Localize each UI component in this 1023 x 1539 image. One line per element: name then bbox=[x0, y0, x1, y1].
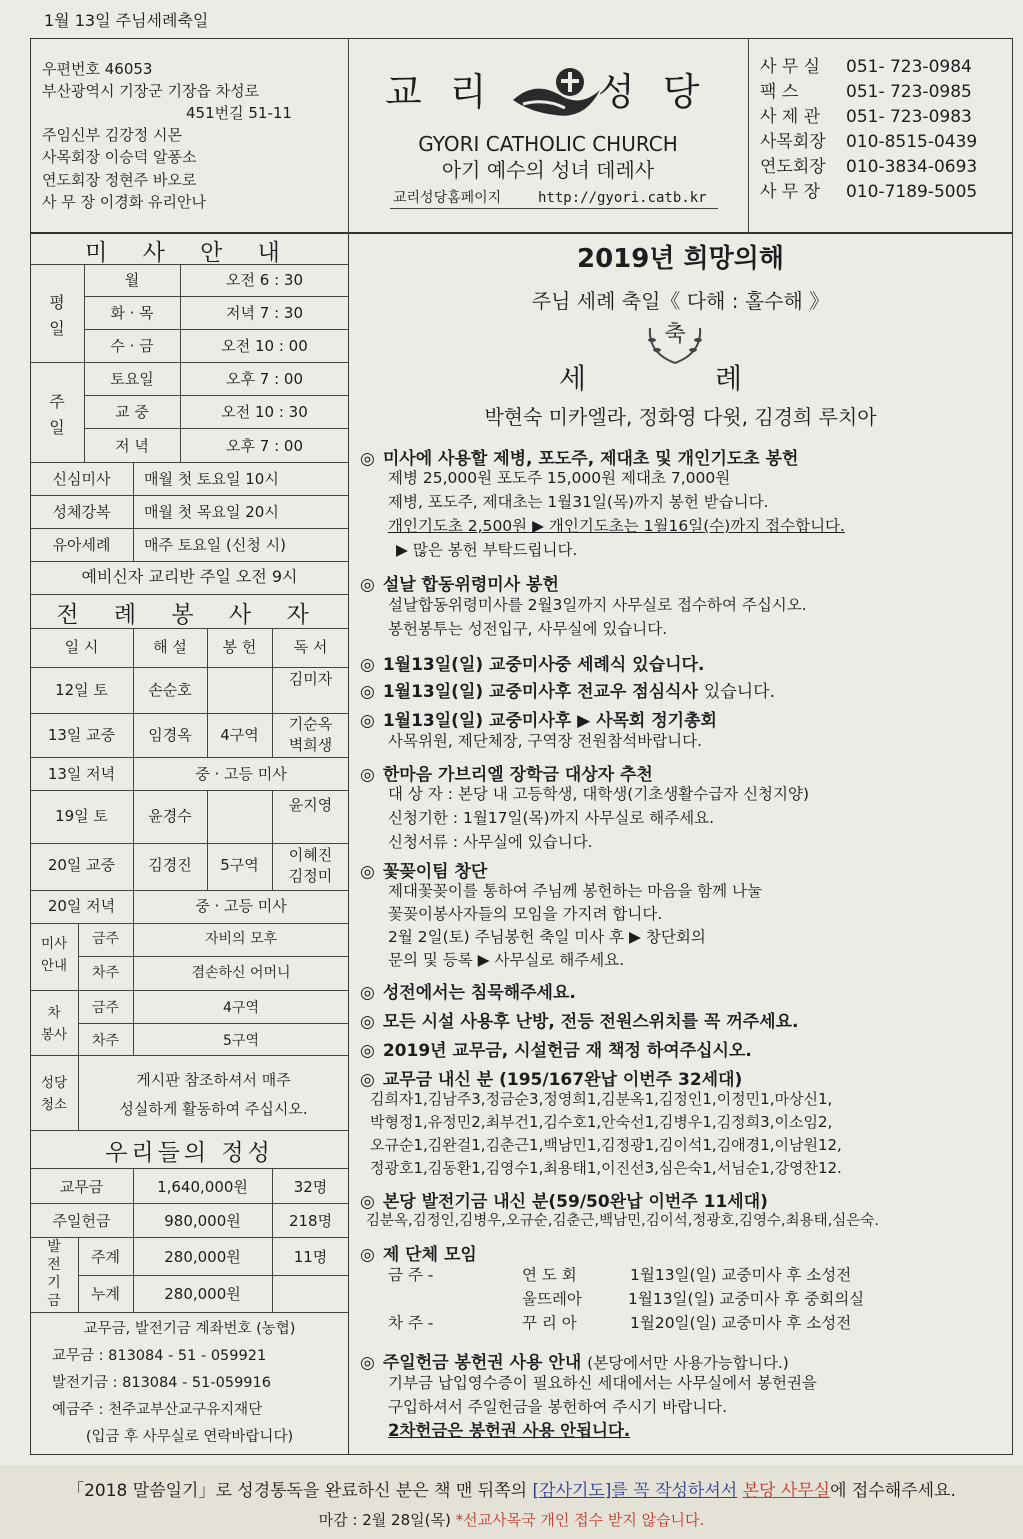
contact-label: 팩 스 bbox=[760, 82, 799, 102]
group-when: 1월13일(일) 교중미사 후 소성전 bbox=[630, 1266, 852, 1284]
minister-commentary: 임경옥 bbox=[148, 726, 192, 744]
notice-title: ◎ 1월13일(일) 교중미사후 ▶ 사목회 정기총회 bbox=[360, 711, 717, 731]
notice-title: ◎ 한마음 가브리엘 장학금 대상자 추천 bbox=[360, 765, 653, 785]
minister-reading: 기순옥 bbox=[288, 715, 333, 733]
notice-text: 대 상 자 : 본당 내 고등학생, 대학생(기초생활수급자 신청지양) bbox=[388, 785, 810, 803]
bullet-icon: ◎ bbox=[360, 575, 375, 595]
minister-date: 20일 교중 bbox=[47, 856, 116, 874]
offering-amount: 980,000원 bbox=[164, 1212, 241, 1230]
mass-day: 화 · 목 bbox=[110, 304, 154, 322]
minister-date: 13일 저녁 bbox=[47, 765, 116, 783]
bullet-icon: ◎ bbox=[360, 862, 375, 882]
minister-span: 중 · 고등 미사 bbox=[195, 765, 287, 783]
bullet-icon: ◎ bbox=[360, 1353, 375, 1373]
guide-car-this: 4구역 bbox=[223, 1000, 259, 1016]
minister-reading: 벽희생 bbox=[288, 736, 333, 754]
church-name-right: 성 당 bbox=[598, 70, 708, 114]
funeral-president: 연도회장 정현주 바오로 bbox=[42, 171, 197, 189]
guide-car-next: 5구역 bbox=[223, 1033, 259, 1049]
baptism-title: 세 례 bbox=[559, 362, 802, 395]
group-name: 연 도 회 bbox=[522, 1266, 577, 1284]
mass-time: 저녁 7 : 30 bbox=[226, 304, 303, 322]
header-date: 1월 13일 주님세례축일 bbox=[44, 11, 209, 30]
offering-name: 교무금 bbox=[59, 1178, 104, 1196]
group-when: 1월13일(일) 교중미사 후 중회의실 bbox=[628, 1290, 865, 1308]
special-mass-name: 성체강복 bbox=[52, 503, 111, 521]
contact-label: 사 무 실 bbox=[760, 57, 821, 77]
guide-mass-this: 자비의 모후 bbox=[204, 931, 278, 947]
notice-title: ◎ 미사에 사용할 제병, 포도주, 제대초 및 개인기도초 봉헌 bbox=[360, 449, 799, 469]
office-manager: 사 무 장 이경화 유리안나 bbox=[42, 193, 206, 211]
notice-text: 신청서류 : 사무실에 있습니다. bbox=[388, 833, 593, 851]
sunday-label: 주 일 bbox=[49, 392, 65, 437]
offering-title: 우리들의 정성 bbox=[105, 1140, 274, 1166]
notice-text: 꽃꽂이봉사자들의 모임을 가지려 합니다. bbox=[388, 905, 663, 923]
bullet-icon: ◎ bbox=[360, 1245, 375, 1265]
guide-clean-text: 게시판 참조하셔서 매주 bbox=[136, 1071, 291, 1089]
footer-notice: 「2018 말씀일기」로 성경통독을 완료하신 분은 책 맨 뒤쪽의 [감사기도]를 꼭 작성하셔서 본당 사무실에 접수해주세요. bbox=[67, 1481, 956, 1501]
special-mass-time: 매월 첫 토요일 10시 bbox=[144, 470, 279, 488]
contact-phone: 051- 723-0983 bbox=[846, 107, 972, 127]
bullet-icon: ◎ bbox=[360, 682, 375, 702]
bullet-icon: ◎ bbox=[360, 1041, 375, 1061]
notice-title: ◎ 1월13일(일) 교중미사중 세례식 있습니다. bbox=[360, 655, 705, 675]
homepage-label: 교리성당홈페이지 bbox=[393, 190, 502, 206]
group-name: 꾸 리 아 bbox=[522, 1314, 577, 1332]
church-logo-icon bbox=[505, 60, 605, 130]
special-mass-name: 유아세례 bbox=[52, 536, 111, 554]
baptized-names: 박현숙 미카엘라, 정화영 다윗, 김경희 루치아 bbox=[484, 405, 877, 429]
minister-span: 중 · 고등 미사 bbox=[195, 897, 287, 915]
minister-date: 20일 저녁 bbox=[47, 897, 116, 915]
offering-count: 32명 bbox=[293, 1178, 328, 1196]
guide-clean-text: 성실하게 활동하여 주십시오. bbox=[119, 1100, 308, 1118]
contact-phone: 051- 723-0985 bbox=[846, 82, 972, 102]
guide-week: 금주 bbox=[91, 1000, 120, 1016]
minister-header: 독 서 bbox=[293, 638, 328, 656]
contact-label: 사목회장 bbox=[760, 132, 826, 152]
notice-title: ◎ 모든 시설 사용후 난방, 전등 전원스위치를 꼭 꺼주세요. bbox=[360, 1012, 799, 1032]
notice-text: 구입하셔서 주일헌금을 봉헌하여 주시기 바랍니다. bbox=[388, 1398, 728, 1416]
homepage-link[interactable]: http://gyori.catb.kr bbox=[538, 190, 707, 206]
fund-name: 누계 bbox=[91, 1285, 120, 1303]
minister-header: 해 설 bbox=[153, 638, 187, 656]
contact-phone: 010-8515-0439 bbox=[846, 132, 978, 152]
church-patron: 아기 예수의 성녀 데레사 bbox=[441, 158, 655, 182]
notice-text: 2월 2일(토) 주님봉헌 축일 미사 후 ▶ 창단회의 bbox=[388, 928, 706, 946]
minister-commentary: 윤경수 bbox=[148, 807, 192, 825]
notice-text: 기부금 납입영수증이 필요하신 세대에서는 사무실에서 봉헌권을 bbox=[388, 1374, 817, 1392]
special-mass-time: 매월 첫 목요일 20시 bbox=[144, 503, 279, 521]
notice-text: 2차헌금은 봉헌권 사용 안됩니다. bbox=[388, 1421, 631, 1440]
special-mass-name: 신심미사 bbox=[52, 470, 111, 488]
bullet-icon: ◎ bbox=[360, 655, 375, 675]
account-number: 발전기금 : 813084 - 51-059916 bbox=[52, 1375, 271, 1391]
notice-text: 제병 25,000원 포도주 15,000원 제대초 7,000원 bbox=[388, 469, 731, 487]
notice-text: ▶ 많은 봉헌 부탁드립니다. bbox=[396, 541, 578, 559]
celebrate-mark: 축 bbox=[664, 322, 686, 347]
minister-commentary: 김경진 bbox=[148, 856, 192, 874]
donor-list: 박형정1,유정민2,최부건1,김수호1,안숙선1,김병우1,김정희3,이소임2, bbox=[370, 1113, 833, 1131]
catechumen-class: 예비신자 교리반 주일 오전 9시 bbox=[81, 567, 298, 586]
feast-title: 주님 세례 축일《 다해 : 홀수해 》 bbox=[531, 289, 830, 313]
donor-list: 김분옥,김정인,김병우,오규순,김춘근,백남민,김이석,정광호,김영수,최용태,심은숙. bbox=[366, 1213, 879, 1229]
mass-time: 오후 7 : 00 bbox=[226, 437, 303, 455]
notice-title: ◎ 본당 발전기금 내신 분(59/50완납 이번주 11세대) bbox=[360, 1192, 768, 1212]
postal-code: 우편번호 46053 bbox=[42, 60, 153, 78]
fund-name: 주계 bbox=[91, 1248, 120, 1266]
notice-text: 제병, 포도주, 제대초는 1월31일(목)까지 봉헌 받습니다. bbox=[388, 493, 769, 511]
minister-header: 봉 헌 bbox=[222, 638, 257, 656]
notice-text: 설날합동위령미사를 2월3일까지 사무실로 접수하여 주십시오. bbox=[388, 596, 807, 614]
bullet-icon: ◎ bbox=[360, 983, 375, 1003]
fund-label: 발 전 기 금 bbox=[47, 1239, 61, 1309]
contact-phone: 010-7189-5005 bbox=[846, 182, 978, 202]
notice-text: 문의 및 등록 ▶ 사무실로 해주세요. bbox=[388, 951, 625, 969]
guide-car-label: 차 봉사 bbox=[40, 1005, 68, 1043]
minister-commentary: 손순호 bbox=[148, 681, 192, 699]
notice-title: ◎ 주일헌금 봉헌권 사용 안내 (본당에서만 사용가능합니다.) bbox=[360, 1353, 789, 1373]
guide-mass-label: 미사 안내 bbox=[40, 936, 68, 974]
church-name-en: GYORI CATHOLIC CHURCH bbox=[418, 132, 678, 156]
notice-title: ◎ 꽃꽂이팀 창단 bbox=[360, 862, 488, 882]
fund-amount: 280,000원 bbox=[164, 1285, 241, 1303]
group-when: 1월20일(일) 교중미사 후 소성전 bbox=[630, 1314, 852, 1332]
weekday-label: 평 일 bbox=[49, 293, 65, 338]
contact-phone: 051- 723-0984 bbox=[846, 57, 972, 77]
minister-reading: 윤지영 bbox=[288, 796, 333, 814]
notice-text: 제대꽃꽂이를 통하여 주님께 봉헌하는 마음을 함께 나눌 bbox=[388, 882, 762, 900]
fund-amount: 280,000원 bbox=[164, 1248, 241, 1266]
minister-date: 13일 교중 bbox=[47, 726, 116, 744]
account-note: (입금 후 사무실로 연락바랍니다) bbox=[85, 1429, 294, 1445]
bullet-icon: ◎ bbox=[360, 449, 375, 469]
mass-title: 미 사 안 내 bbox=[85, 240, 294, 266]
contact-phone: 010-3834-0693 bbox=[846, 157, 978, 177]
bullet-icon: ◎ bbox=[360, 711, 375, 731]
bullet-icon: ◎ bbox=[360, 1012, 375, 1032]
notice-text: 봉헌봉투는 성전입구, 사무실에 있습니다. bbox=[388, 620, 668, 638]
mass-day: 토요일 bbox=[110, 370, 154, 388]
bullet-icon: ◎ bbox=[360, 1192, 375, 1212]
mass-time: 오전 6 : 30 bbox=[226, 271, 303, 289]
group-name: 울뜨레아 bbox=[522, 1290, 582, 1308]
footer-deadline: 마감 : 2월 28일(목) *선교사목국 개인 접수 받지 않습니다. bbox=[318, 1511, 705, 1529]
group-week: 금 주 - bbox=[388, 1266, 434, 1284]
mass-day: 월 bbox=[124, 271, 140, 289]
offering-name: 주일헌금 bbox=[52, 1212, 111, 1230]
ministers-title: 전 례 봉 사 자 bbox=[56, 602, 323, 628]
notice-title: ◎ 제 단체 모임 bbox=[360, 1245, 477, 1265]
mass-time: 오후 7 : 00 bbox=[226, 370, 303, 388]
account-number: 교무금 : 813084 - 51 - 059921 bbox=[52, 1348, 267, 1364]
minister-reading: 김정미 bbox=[288, 867, 333, 885]
contact-label: 사 무 장 bbox=[760, 182, 821, 202]
bullet-icon: ◎ bbox=[360, 1070, 375, 1090]
church-name-left: 교 리 bbox=[385, 70, 495, 114]
minister-date: 19일 토 bbox=[55, 807, 108, 825]
minister-date: 12일 토 bbox=[55, 681, 108, 699]
group-week: 차 주 - bbox=[388, 1314, 434, 1332]
guide-week: 차주 bbox=[91, 1033, 120, 1049]
mass-day: 교 중 bbox=[115, 403, 149, 421]
guide-week: 차주 bbox=[91, 965, 120, 981]
donor-list: 오규순1,김완걸1,김춘근1,백남민1,김정광1,김이석1,김애경1,이남원12, bbox=[370, 1136, 842, 1154]
notice-title: ◎ 1월13일(일) 교중미사후 전교우 점심식사 있습니다. bbox=[360, 682, 775, 702]
donor-list: 김희자1,김남주3,정금순3,정영희1,김분옥1,김정인1,이정민1,마상신1, bbox=[370, 1090, 833, 1108]
address-line: 451번길 51-11 bbox=[186, 104, 292, 122]
notice-title: ◎ 성전에서는 침묵해주세요. bbox=[360, 983, 576, 1003]
year-title: 2019년 희망의해 bbox=[577, 244, 784, 274]
account-title: 교무금, 발전기금 계좌번호 (농협) bbox=[83, 1321, 296, 1337]
account-holder: 예금주 : 천주교부산교구유지재단 bbox=[52, 1402, 263, 1418]
notice-title: ◎ 설날 합동위령미사 봉헌 bbox=[360, 575, 559, 595]
notice-text: 신청기한 : 1월17일(목)까지 사무실로 해주세요. bbox=[388, 809, 715, 827]
minister-reading: 이혜진 bbox=[288, 846, 333, 864]
notice-title: ◎ 2019년 교무금, 시설헌금 재 책정 하여주십시오. bbox=[360, 1041, 752, 1061]
guide-clean-label: 성당 청소 bbox=[40, 1075, 68, 1113]
mass-day: 저 녁 bbox=[115, 437, 149, 455]
guide-week: 금주 bbox=[91, 931, 120, 947]
guide-mass-next: 겸손하신 어머니 bbox=[191, 965, 291, 981]
minister-header: 일 시 bbox=[64, 638, 99, 656]
fund-count: 11명 bbox=[293, 1248, 328, 1266]
contact-label: 사 제 관 bbox=[760, 107, 821, 127]
mass-day: 수 · 금 bbox=[110, 337, 154, 355]
offering-count: 218명 bbox=[288, 1212, 333, 1230]
donor-list: 정광호1,김동환1,김영수1,최용태1,이진선3,심은숙1,서님순1,강영찬12. bbox=[370, 1159, 842, 1177]
special-mass-time: 매주 토요일 (신청 시) bbox=[144, 536, 286, 554]
council-president: 사목회장 이승덕 알퐁소 bbox=[42, 148, 197, 166]
offering-amount: 1,640,000원 bbox=[157, 1178, 248, 1196]
notice-title: ◎ 교무금 내신 분 (195/167완납 이번주 32세대) bbox=[360, 1070, 743, 1090]
mass-time: 오전 10 : 00 bbox=[221, 337, 308, 355]
minister-offering: 4구역 bbox=[220, 726, 259, 744]
minister-offering: 5구역 bbox=[220, 856, 259, 874]
address-line: 부산광역시 기장군 기장읍 차성로 bbox=[42, 82, 260, 100]
mass-time: 오전 10 : 30 bbox=[221, 403, 308, 421]
minister-reading: 김미자 bbox=[288, 670, 333, 688]
pastor: 주임신부 김강정 시몬 bbox=[42, 126, 182, 144]
notice-text: 개인기도초 2,500원 ▶ 개인기도초는 1월16일(수)까지 접수합니다. bbox=[388, 517, 845, 535]
notice-text: 사목위원, 제단체장, 구역장 전원참석바랍니다. bbox=[388, 732, 703, 750]
contact-label: 연도회장 bbox=[760, 157, 826, 177]
bullet-icon: ◎ bbox=[360, 765, 375, 785]
